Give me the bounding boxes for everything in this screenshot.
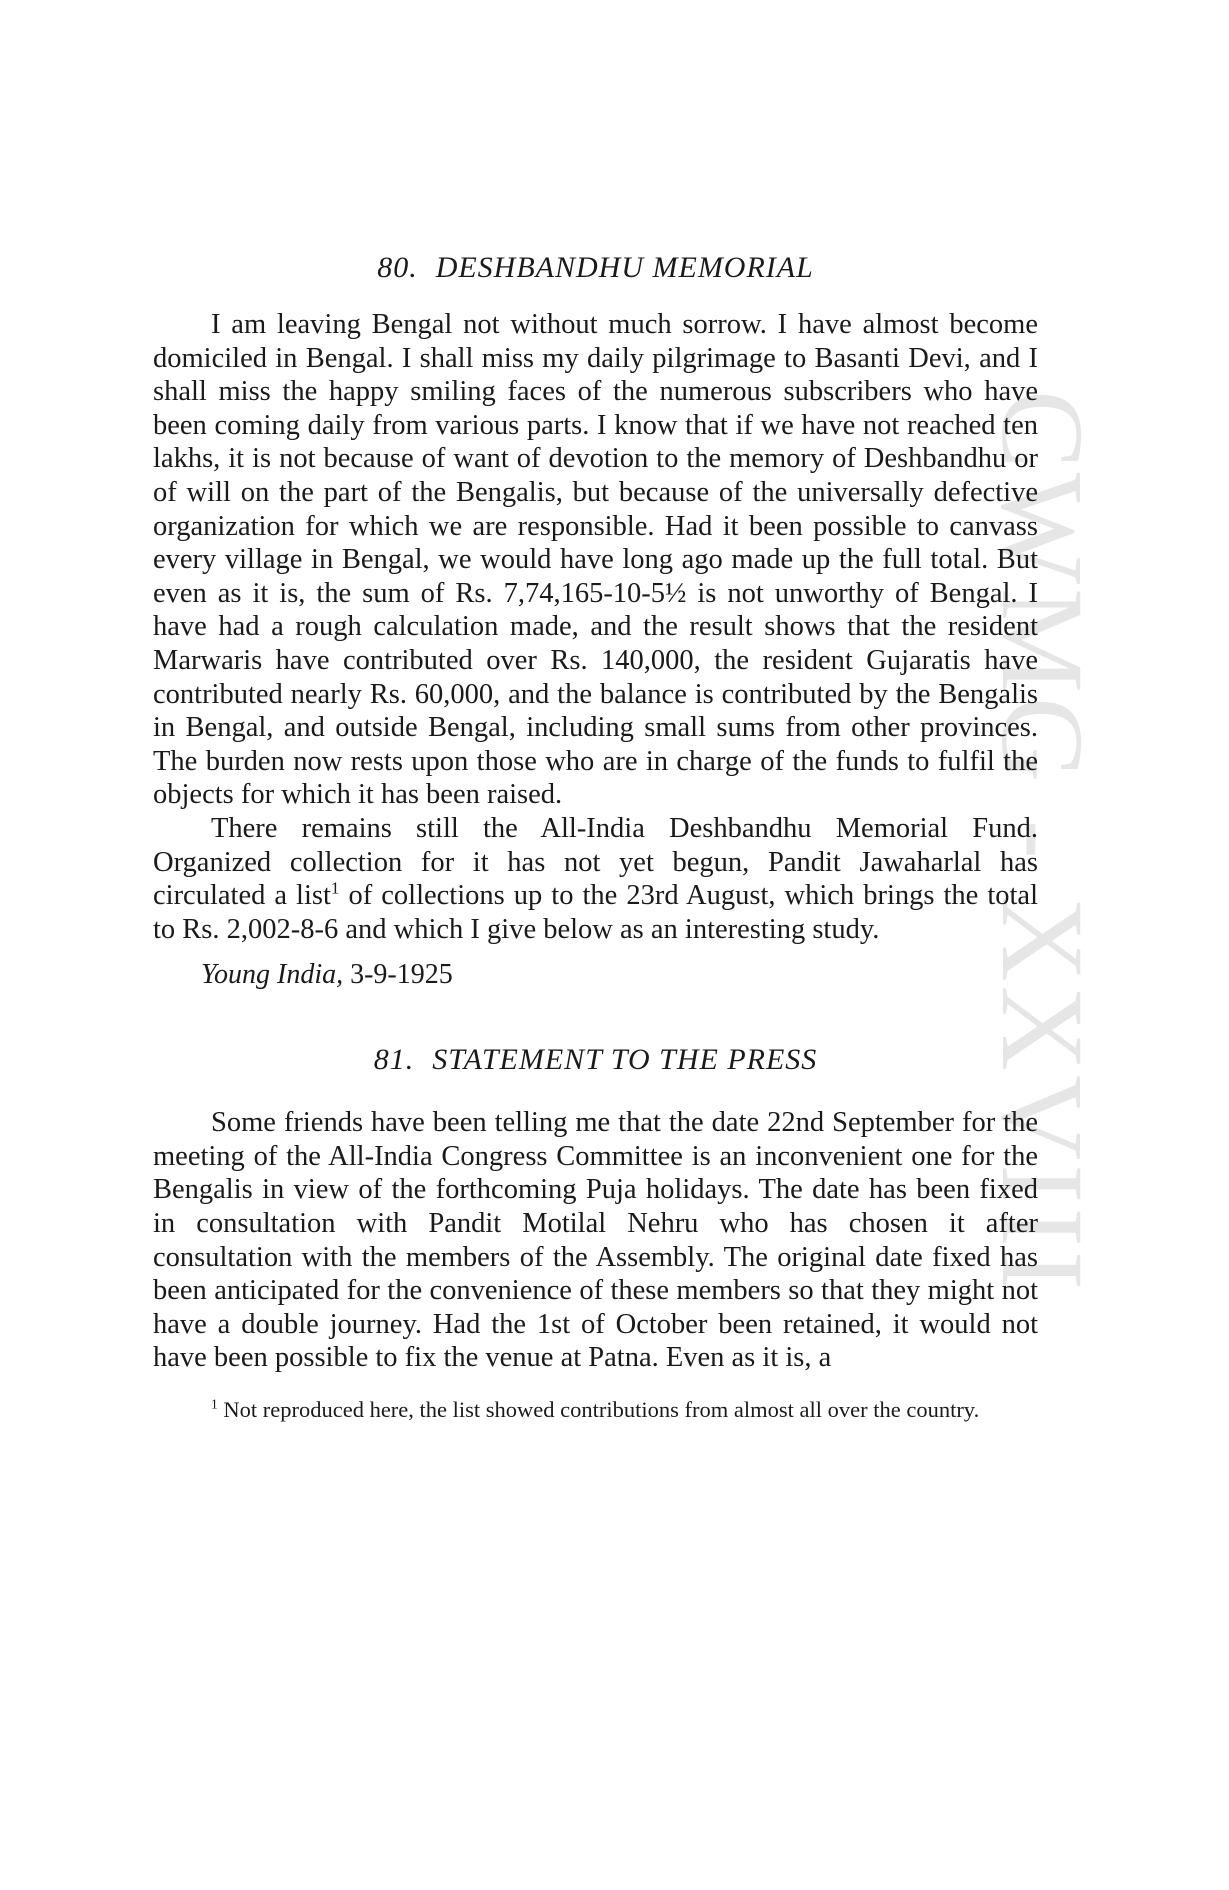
- body-paragraph: Some friends have been telling me that the date 22nd September for the meeting of the All-India Congress Committee is an inconvenient one for the Bengalis in view of the forthcoming Puja holidays. The date has been fixed in consultation with Pandit Motilal Nehru who has chosen it after consultation with the members of the Assembly. The original date fixed has been anticipated for the convenience of these members so that they might not have a double journey. Had the 1st of October been retained, it would not have been possible to fix the venue at Patna. Even as it is, a: [153, 1107, 1038, 1374]
- paragraph-text: of collections up to the 23rd August, which brings the total to Rs. 2,002-8-6 and which I give below as an interesting study.: [153, 880, 1038, 945]
- body-paragraph: I am leaving Bengal not without much sorrow. I have almost become domiciled in Bengal. I shall miss my daily pilgrimage to Basanti Devi, and I shall miss the happy smiling faces of the numerous subscribers who have been coming daily from various parts. I know that if we have not reached ten lakhs, it is not because of want of devotion to the memory of Deshbandhu or of will on the part of the Bengalis, but because of the universally defective organization for which we are responsible. Had it been possible to canvass every village in Bengal, we would have long ago made up the full total. But even as it is, the sum of Rs. 7,74,165-10-5½ is not unworthy of Bengal. I have had a rough calculation made, and the result shows that the resident Marwaris have contributed over Rs. 140,000, the resident Gujaratis have contributed nearly Rs. 60,000, and the balance is contributed by the Bengalis in Bengal, and outside Bengal, including small sums from other provinces. The burden now rests upon those who are in charge of the funds to fulfil the objects for which it has been raised.: [153, 309, 1038, 811]
- section-81-heading: [153, 1040, 1038, 1080]
- citation: [201, 958, 1038, 992]
- footnote: [153, 1395, 1038, 1424]
- paragraph-text: There remains still the All-India Deshbandhu Memorial Fund. Organized collection for it has not yet begun, Pandit Jawaharlal has circulated a list: [153, 812, 1038, 912]
- section-number: 81.: [373, 1043, 415, 1077]
- section-title: STATEMENT TO THE PRESS: [432, 1043, 818, 1077]
- section-80-heading: [153, 248, 1038, 288]
- footnote-text: Not reproduced here, the list showed contributions from almost all over the country.: [217, 1397, 980, 1423]
- document-page: [153, 248, 1038, 1424]
- section-title: DESHBANDHU MEMORIAL: [435, 251, 814, 284]
- citation-date: 3-9-1925: [350, 959, 453, 991]
- section-number: 80.: [377, 251, 418, 284]
- citation-source: Young India,: [201, 959, 344, 991]
- footnote-reference: 1: [330, 878, 340, 898]
- watermark-text: CWMG - XXVIII: [977, 390, 1108, 1295]
- footnote-marker: 1: [211, 1396, 218, 1412]
- body-paragraph: [153, 812, 1038, 946]
